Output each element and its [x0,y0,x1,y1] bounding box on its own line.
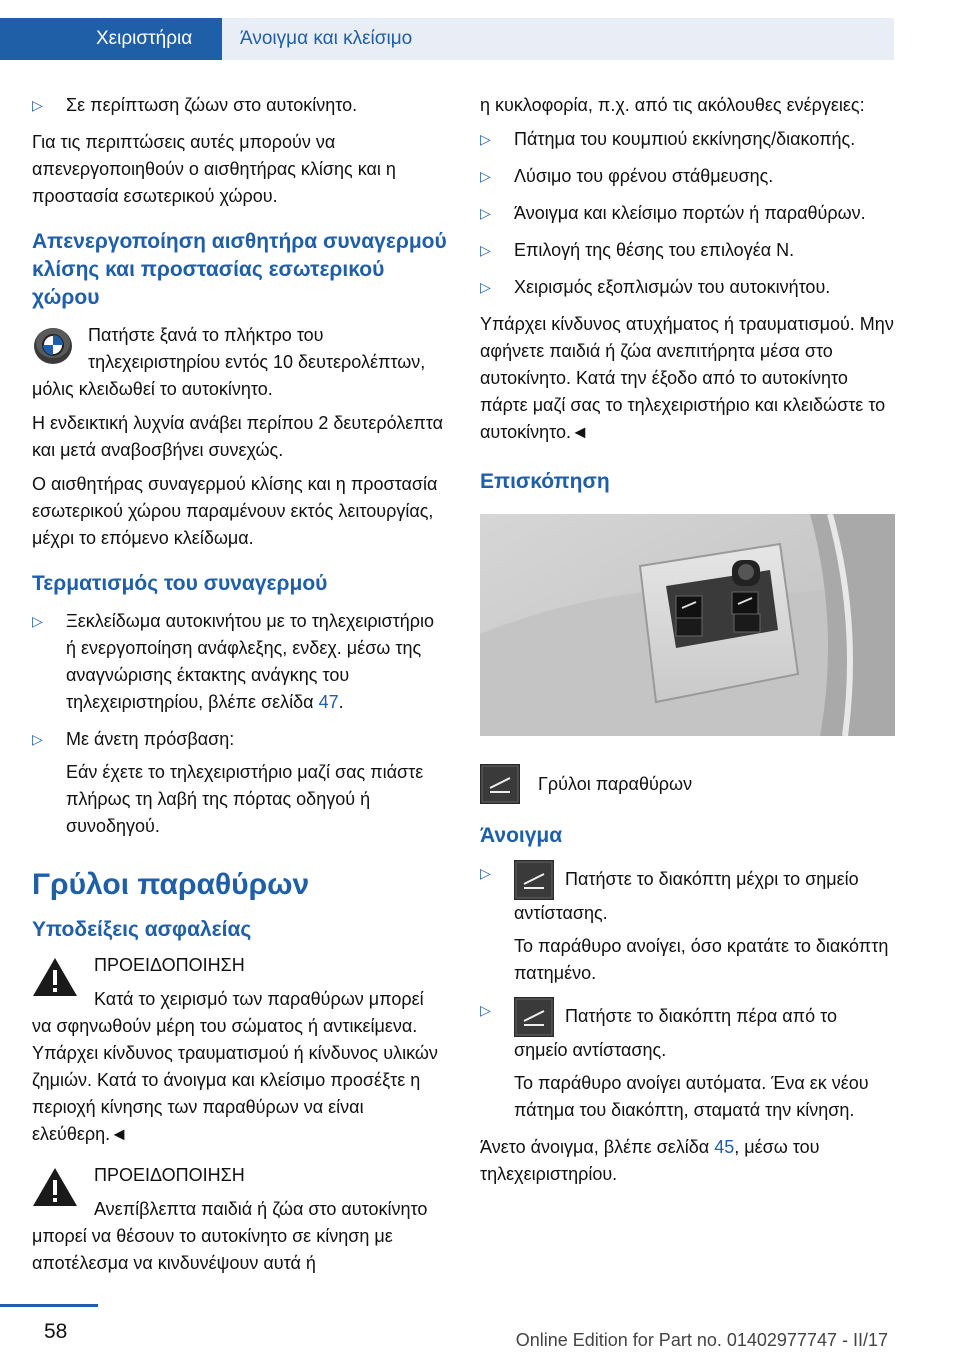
bullet-text-end: . [338,692,344,712]
list-item [32,726,447,840]
paragraph-text: Άνετο άνοιγμα, βλέπε σελίδα [480,1137,710,1157]
bullet-text: Επιλογή της θέσης του επιλογέα N. [514,240,795,260]
window-switch-photo [480,514,895,736]
right-column [480,92,895,1195]
bullet-text: Λύσιμο του φρένου στάθμευσης. [514,166,774,186]
warning-title: ΠΡΟΕΙΔΟΠΟΙΗΣΗ [94,955,245,975]
list-item [480,274,895,301]
bullet-triangle-icon: ▷ [480,865,491,881]
bullet-triangle-icon: ▷ [480,168,491,184]
warning-block [32,952,447,1148]
paragraph: Πατήστε ξανά το πλήκτρο του τηλεχειριστηρίου εντός 10 δευτερολέπτων, μόλις κλειδωθεί το αυτοκίνητο. [32,325,426,399]
page-link-47[interactable]: 47 [318,692,339,712]
bullet-text-body: Πατήστε το διακόπτη πέρα από το σημείο αντίστασης. [514,1005,837,1060]
bullet-subtext: Το παράθυρο ανοίγει αυτόματα. Ένα εκ νέου πάτημα του διακόπτη, σταματά την κίνηση. [514,1073,869,1120]
paragraph: Για τις περιπτώσεις αυτές μπορούν να απενεργοποιηθούν ο αισθητήρας κλίσης και η προστασία εσωτερικού χώρου. [32,132,396,206]
section-heading: Απενεργοποίηση αισθητήρα συναγερμού κλίσης και προστασίας εσωτερικού χώρου [32,230,447,309]
bullet-text-body: Ξεκλείδωμα αυτοκινήτου με το τηλεχειριστήριο ή ενεργοποίηση ανάφλεξης, ενδεχ. μέσω της αναγνώρισης έκτακτης ανάγκης του τηλεχειριστηρίου, βλέπε σελίδα [66,611,435,712]
window-switch-icon [480,764,520,804]
list-item [480,997,895,1124]
section-heading: Επισκόπηση [480,470,610,493]
edition-note: Online Edition for Part no. 01402977747 - II/17 [515,1330,888,1350]
warning-icon [32,1166,78,1208]
bullet-triangle-icon: ▷ [480,205,491,221]
remote-key-icon [32,324,74,366]
tab-opening-closing[interactable]: Άνοιγμα και κλείσιμο [222,18,894,60]
bullet-text: Άνοιγμα και κλείσιμο πορτών ή παραθύρων. [514,203,866,223]
warning-icon [32,956,78,998]
bullet-text: Πάτημα του κουμπιού εκκίνησης/διακοπής. [514,129,856,149]
paragraph: Ο αισθητήρας συναγερμού κλίσης και η προστασία εσωτερικού χώρου παραμένουν εκτός λειτουργίας, μέχρι το επόμενο κλείδωμα. [32,474,438,548]
chapter-title: Γρύλοι παραθύρων [32,868,310,901]
section-heading: Υποδείξεις ασφαλείας [32,918,252,941]
footer-rule [0,1304,98,1307]
paragraph-text: , μέσω του τηλεχειριστηρίου. [480,1137,820,1184]
bullet-triangle-icon: ▷ [32,97,43,113]
bullet-text [514,997,895,1064]
warning-text: Κατά το χειρισμό των παραθύρων μπορεί να σφηνωθούν μέρη του σώματος ή αντικείμενα. Υπάρχει κίνδυνος τραυματισμού ή κίνδυνος υλικών ζημιών. Κατά το άνοιγμα και κλείσιμο προσέξτε η περιοχή κίνησης των παραθύρων να είναι ελεύθερη.◄ [32,989,438,1144]
figure-caption [480,764,895,804]
remote-key-paragraph [32,322,447,403]
warning-title: ΠΡΟΕΙΔΟΠΟΙΗΣΗ [94,1165,245,1185]
bullet-text: Σε περίπτωση ζώων στο αυτοκίνητο. [66,95,358,115]
caption-text: Γρύλοι παραθύρων [538,773,693,794]
warning-text: Ανεπίβλεπτα παιδιά ή ζώα στο αυτοκίνητο μπορεί να θέσουν το αυτοκίνητο σε κίνηση με αποτέλεσμα να κινδυνέψουν αυτά ή [32,1199,428,1273]
bullet-triangle-icon: ▷ [480,1002,491,1018]
bullet-triangle-icon: ▷ [32,731,43,747]
bullet-subtext: Το παράθυρο ανοίγει, όσο κρατάτε το διακόπτη πατημένο. [514,936,889,983]
window-switch-icon [514,997,554,1037]
paragraph: Υπάρχει κίνδυνος ατυχήματος ή τραυματισμού. Μην αφήνετε παιδιά ή ζώα ανεπιτήρητα μέσα στο αυτοκίνητο. Κατά την έξοδο από το αυτοκίνητο πάρτε μαζί σας το τηλεχειριστήριο και κλειδώστε το αυτοκίνητο.◄ [480,314,894,442]
bullet-triangle-icon: ▷ [480,242,491,258]
bullet-text: Χειρισμός εξοπλισμών του αυτοκινήτου. [514,277,831,297]
window-switch-icon [514,860,554,900]
list-item [480,163,895,190]
page-link-45[interactable]: 45 [714,1137,735,1157]
paragraph [480,1134,895,1188]
tab-controls[interactable]: Χειριστήρια [0,18,222,60]
paragraph: Η ενδεικτική λυχνία ανάβει περίπου 2 δευτερόλεπτα και μετά αναβοσβήνει συνεχώς. [32,413,443,460]
warning-block [32,1162,447,1277]
page-number: 58 [44,1320,68,1343]
section-heading: Άνοιγμα [480,824,563,847]
bullet-text-body: Πατήστε το διακόπτη μέχρι το σημείο αντίστασης. [514,868,859,923]
bullet-text [66,608,447,716]
bullet-triangle-icon: ▷ [480,279,491,295]
bullet-text [514,860,895,927]
bullet-triangle-icon: ▷ [32,613,43,629]
section-heading: Τερματισμός του συναγερμού [32,572,328,595]
list-item [480,126,895,153]
list-item [32,608,447,716]
bullet-subtext: Εάν έχετε το τηλεχειριστήριο μαζί σας πιάστε πλήρως τη λαβή της πόρτας οδηγού ή συνοδηγού. [66,762,424,836]
bullet-triangle-icon: ▷ [480,131,491,147]
list-item [480,237,895,264]
left-column [32,92,447,1284]
list-item [32,92,447,119]
bullet-text: Με άνετη πρόσβαση: [66,729,235,749]
paragraph: η κυκλοφορία, π.χ. από τις ακόλουθες ενέργειες: [480,95,865,115]
list-item [480,860,895,987]
list-item [480,200,895,227]
page-header [0,0,960,62]
